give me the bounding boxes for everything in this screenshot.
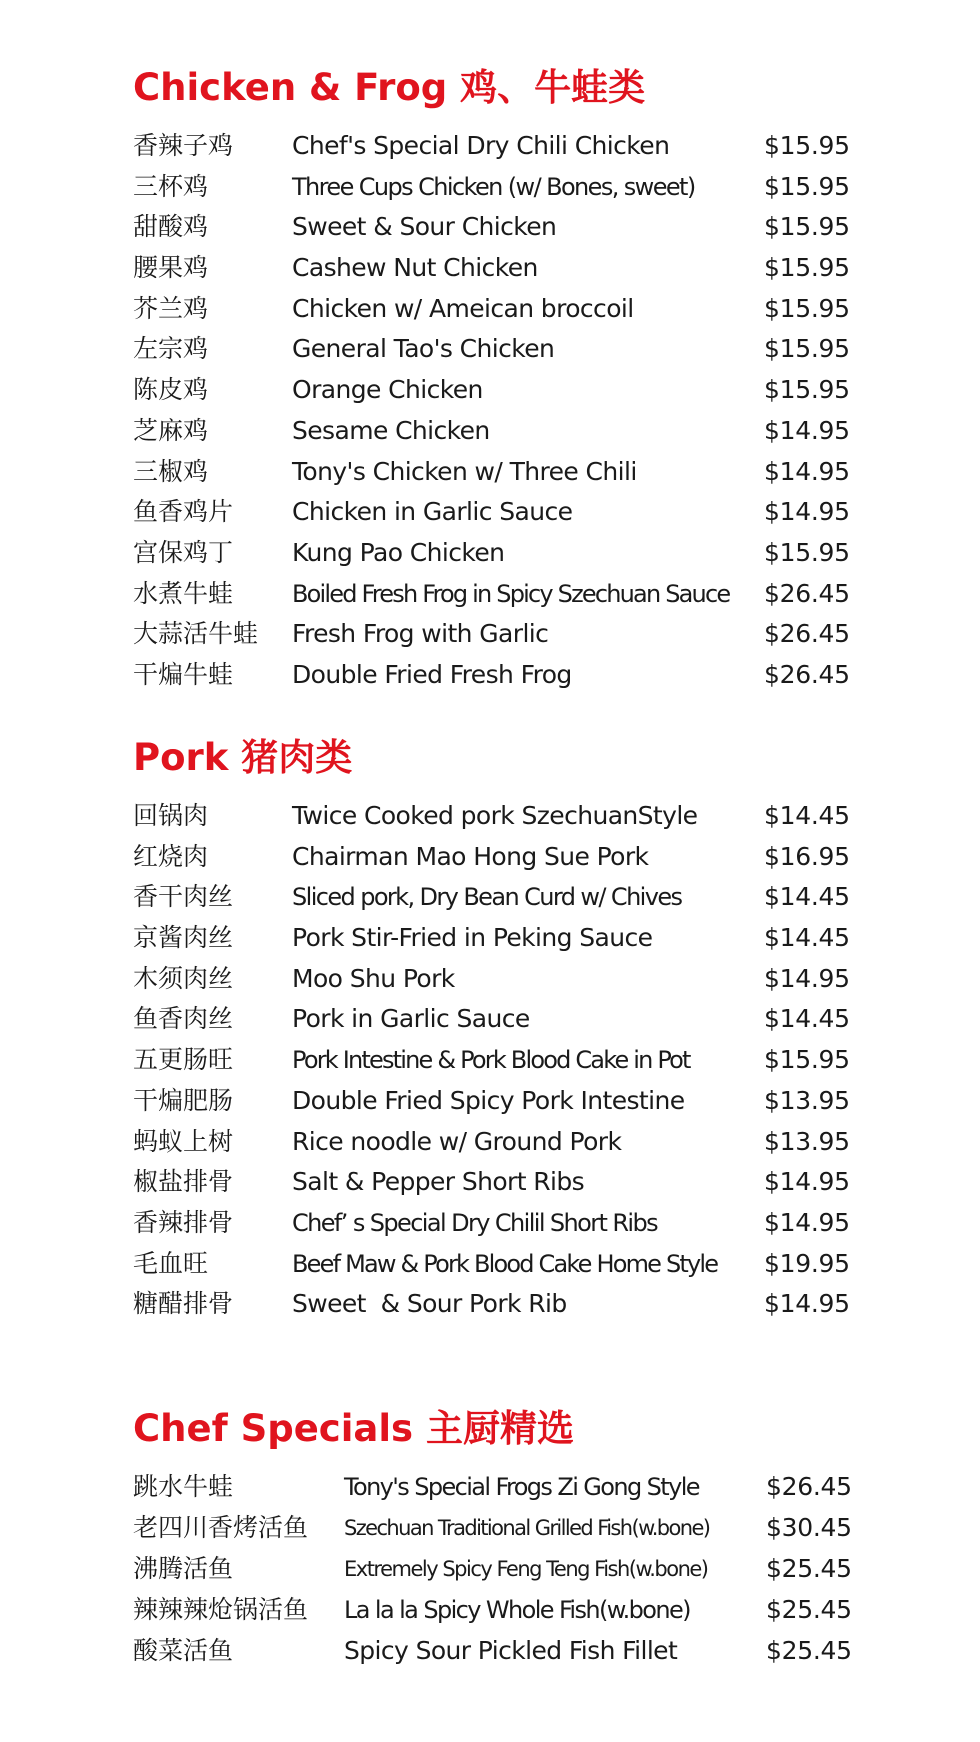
item-price: $16.95 (764, 841, 850, 871)
section-title: Chef Specials 主厨精选 (133, 1407, 574, 1450)
item-price: $30.45 (766, 1513, 852, 1542)
item-english-name: Boiled Fresh Frog in Spicy Szechuan Sauce (292, 579, 730, 608)
item-chinese-name: 椒盐排骨 (133, 1167, 234, 1197)
item-price: $13.95 (764, 1085, 850, 1115)
item-price: $15.95 (764, 212, 850, 242)
menu-item (133, 999, 853, 1040)
item-chinese-name: 糖醋排骨 (133, 1289, 234, 1319)
menu-item (133, 1467, 853, 1508)
item-english-name: Cashew Nut Chicken (292, 253, 538, 283)
item-chinese-name: 红烧肉 (133, 841, 209, 871)
item-chinese-name: 跳水牛蛙 (133, 1472, 234, 1501)
item-chinese-name: 木须肉丝 (133, 963, 234, 993)
section-chef-specials (133, 1405, 853, 1672)
item-price: $25.45 (766, 1636, 852, 1665)
menu-item (133, 1284, 853, 1325)
item-price: $15.95 (764, 1045, 850, 1075)
item-english-name: Double Fried Fresh Frog (292, 659, 572, 689)
item-english-name: Szechuan Traditional Grilled Fish(w.bone) (344, 1516, 710, 1540)
menu-list (133, 1467, 853, 1672)
menu-item (133, 1162, 853, 1203)
item-price: $14.45 (764, 1004, 850, 1034)
menu-item (133, 1549, 853, 1590)
menu-list (133, 796, 853, 1325)
item-chinese-name: 辣辣辣炝锅活鱼 (133, 1595, 309, 1624)
item-price: $15.95 (764, 131, 850, 160)
item-price: $26.45 (764, 619, 850, 649)
item-english-name: General Tao's Chicken (292, 334, 555, 364)
item-price: $26.45 (766, 1472, 852, 1501)
item-chinese-name: 宫保鸡丁 (133, 537, 234, 567)
menu-item (133, 1203, 853, 1244)
section-title: Pork 猪肉类 (133, 736, 353, 779)
item-chinese-name: 大蒜活牛蛙 (133, 619, 259, 649)
section-chicken-frog (133, 64, 853, 696)
item-chinese-name: 三杯鸡 (133, 171, 209, 201)
item-english-name: Pork Intestine & Pork Blood Cake in Pot (292, 1046, 690, 1075)
item-chinese-name: 香干肉丝 (133, 882, 234, 912)
item-english-name: Chef's Special Dry Chili Chicken (292, 131, 670, 160)
menu-item (133, 1244, 853, 1285)
item-chinese-name: 干煸肥肠 (133, 1085, 234, 1115)
item-english-name: Three Cups Chicken (w/ Bones, sweet) (292, 172, 695, 201)
item-english-name: Beef Maw & Pork Blood Cake Home Style (292, 1249, 718, 1278)
item-chinese-name: 香辣排骨 (133, 1207, 234, 1237)
item-chinese-name: 酸菜活鱼 (133, 1636, 234, 1665)
item-price: $15.95 (764, 253, 850, 283)
item-price: $14.45 (764, 882, 850, 912)
item-chinese-name: 回锅肉 (133, 801, 209, 830)
item-price: $25.45 (766, 1595, 852, 1624)
section-title: Chicken & Frog 鸡、牛蛙类 (133, 66, 646, 109)
item-price: $14.95 (764, 1167, 850, 1197)
item-chinese-name: 五更肠旺 (133, 1045, 234, 1075)
item-price: $14.95 (764, 415, 850, 445)
item-chinese-name: 蚂蚁上树 (133, 1126, 234, 1156)
item-chinese-name: 水煮牛蛙 (133, 578, 234, 608)
item-price: $14.45 (764, 801, 850, 830)
menu-item (133, 837, 853, 878)
item-english-name: Extremely Spicy Feng Teng Fish(w.bone) (344, 1557, 708, 1581)
item-english-name: Orange Chicken (292, 375, 483, 405)
menu-item (133, 167, 853, 208)
menu-item (133, 959, 853, 1000)
section-pork (133, 734, 853, 1325)
item-price: $26.45 (764, 659, 850, 689)
menu-item (133, 796, 853, 837)
item-english-name: Sweet & Sour Pork Rib (292, 1289, 567, 1319)
menu-item (133, 126, 853, 167)
item-english-name: Moo Shu Pork (292, 963, 455, 993)
menu-item (133, 1122, 853, 1163)
item-price: $15.95 (764, 537, 850, 567)
item-price: $13.95 (764, 1126, 850, 1156)
item-price: $14.45 (764, 923, 850, 953)
item-english-name: Sweet & Sour Chicken (292, 212, 557, 242)
item-english-name: La la la Spicy Whole Fish(w.bone) (344, 1596, 690, 1624)
item-chinese-name: 鱼香鸡片 (133, 497, 234, 527)
item-chinese-name: 甜酸鸡 (133, 212, 209, 242)
item-english-name: Double Fried Spicy Pork Intestine (292, 1085, 685, 1115)
menu-item (133, 248, 853, 289)
item-chinese-name: 三椒鸡 (133, 456, 209, 486)
item-english-name: Sesame Chicken (292, 415, 490, 445)
item-chinese-name: 芝麻鸡 (133, 415, 209, 445)
item-english-name: Salt & Pepper Short Ribs (292, 1167, 585, 1197)
item-chinese-name: 芥兰鸡 (133, 293, 209, 323)
menu-item (133, 1040, 853, 1081)
item-price: $14.95 (764, 963, 850, 993)
item-english-name: Sliced pork, Dry Bean Curd w/ Chives (292, 883, 682, 912)
menu-list (133, 126, 853, 696)
menu-item (133, 411, 853, 452)
item-chinese-name: 毛血旺 (133, 1248, 209, 1278)
menu-item (133, 533, 853, 574)
item-price: $14.95 (764, 1289, 850, 1319)
item-chinese-name: 香辣子鸡 (133, 131, 234, 160)
item-price: $14.95 (764, 497, 850, 527)
menu-item (133, 918, 853, 959)
item-english-name: Chairman Mao Hong Sue Pork (292, 841, 649, 871)
item-english-name: Pork Stir-Fried in Peking Sauce (292, 923, 653, 953)
menu-item (133, 370, 853, 411)
item-price: $19.95 (764, 1248, 850, 1278)
menu-item (133, 1081, 853, 1122)
menu-item (133, 492, 853, 533)
menu-item (133, 207, 853, 248)
item-english-name: Fresh Frog with Garlic (292, 619, 549, 649)
item-price: $15.95 (764, 293, 850, 323)
menu-item (133, 574, 853, 615)
item-english-name: Pork in Garlic Sauce (292, 1004, 530, 1034)
menu-item (133, 1590, 853, 1631)
item-price: $15.95 (764, 375, 850, 405)
menu-item (133, 655, 853, 696)
item-english-name: Twice Cooked pork SzechuanStyle (292, 801, 698, 830)
item-english-name: Kung Pao Chicken (292, 537, 505, 567)
item-english-name: Chef’ s Special Dry Chilil Short Ribs (292, 1208, 658, 1237)
item-english-name: Tony's Special Frogs Zi Gong Style (344, 1473, 699, 1501)
item-price: $15.95 (764, 334, 850, 364)
item-chinese-name: 鱼香肉丝 (133, 1004, 234, 1034)
item-price: $14.95 (764, 456, 850, 486)
item-english-name: Rice noodle w/ Ground Pork (292, 1126, 622, 1156)
item-price: $15.95 (764, 171, 850, 201)
item-chinese-name: 左宗鸡 (133, 334, 209, 364)
menu-item (133, 452, 853, 493)
menu-item (133, 1508, 853, 1549)
item-chinese-name: 沸腾活鱼 (133, 1554, 234, 1583)
item-english-name: Chicken w/ Ameican broccoil (292, 293, 634, 323)
menu-item (133, 614, 853, 655)
item-price: $25.45 (766, 1554, 852, 1583)
item-chinese-name: 京酱肉丝 (133, 923, 234, 953)
item-chinese-name: 陈皮鸡 (133, 375, 209, 405)
item-chinese-name: 老四川香烤活鱼 (133, 1513, 309, 1542)
item-english-name: Tony's Chicken w/ Three Chili (292, 456, 637, 486)
menu-item (133, 1631, 853, 1672)
menu-item (133, 329, 853, 370)
item-chinese-name: 干煸牛蛙 (133, 659, 234, 689)
item-english-name: Spicy Sour Pickled Fish Fillet (344, 1636, 678, 1665)
item-english-name: Chicken in Garlic Sauce (292, 497, 573, 527)
item-price: $14.95 (764, 1207, 850, 1237)
menu-item (133, 289, 853, 330)
menu-item (133, 877, 853, 918)
item-price: $26.45 (764, 578, 850, 608)
item-chinese-name: 腰果鸡 (133, 253, 209, 283)
